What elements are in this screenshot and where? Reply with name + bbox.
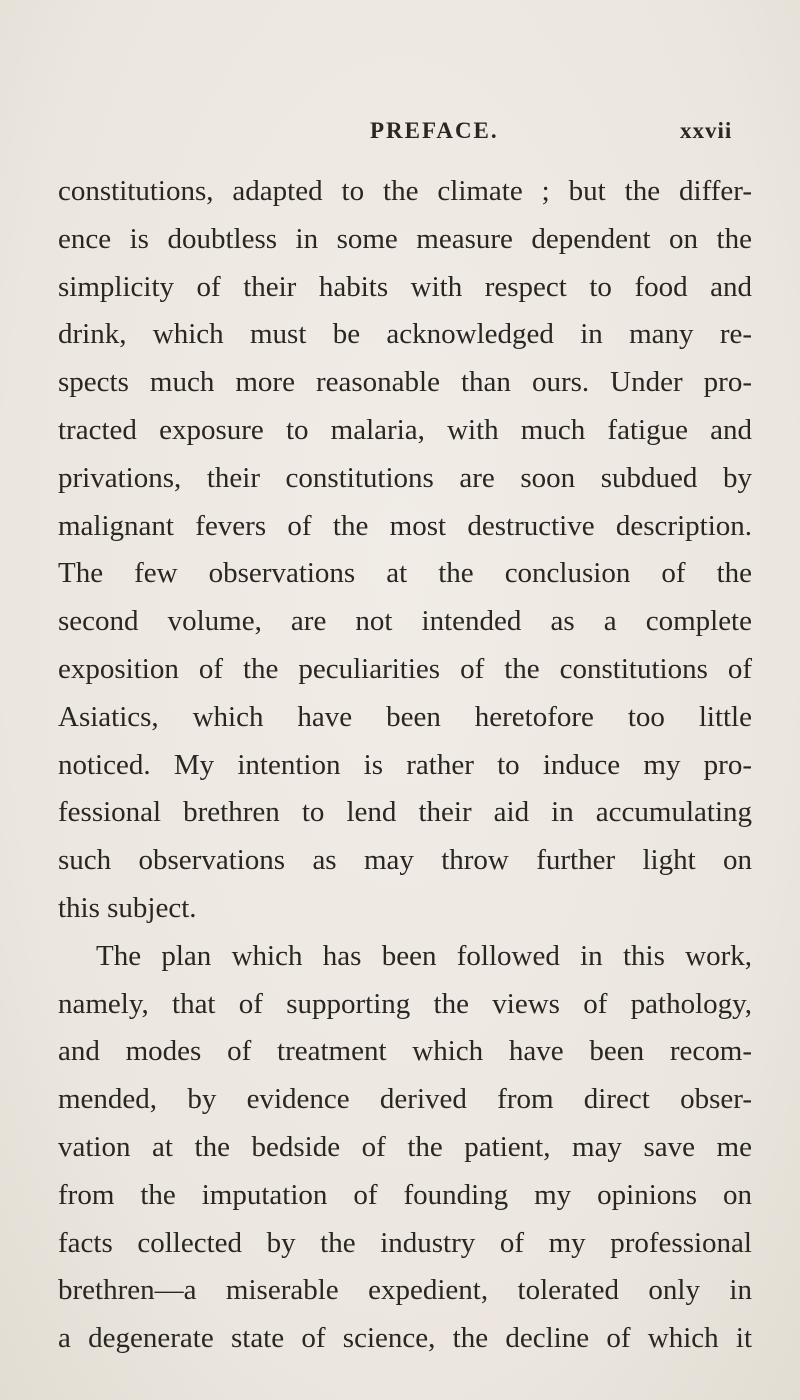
text-line: fessional brethren to lend their aid in accumulating <box>58 796 752 829</box>
text-line: mended, by evidence derived from direct obser- <box>58 1083 752 1116</box>
text-line: this subject. <box>58 891 197 924</box>
text-line: Asiatics, which have been heretofore too little <box>58 700 752 733</box>
text-line: exposition of the peculiarities of the constitutions of <box>58 652 752 685</box>
text-line: privations, their constitutions are soon subdued by <box>58 461 752 494</box>
text-line: a degenerate state of science, the decline of which it <box>58 1322 752 1355</box>
text-line: spects much more reasonable than ours. Under pro- <box>58 366 752 399</box>
text-line: brethren—a miserable expedient, tolerated only in <box>58 1274 752 1307</box>
running-title: PREFACE. <box>370 118 499 143</box>
text-line: drink, which must be acknowledged in many re- <box>58 318 752 351</box>
page-number: xxvii <box>680 118 733 143</box>
text-line: facts collected by the industry of my professional <box>58 1226 752 1259</box>
text-line: tracted exposure to malaria, with much fatigue and <box>58 413 752 446</box>
text-line: The plan which has been followed in this work, <box>96 939 752 972</box>
text-line: ence is doubtless in some measure dependent on the <box>58 222 752 255</box>
text-line: simplicity of their habits with respect to food and <box>58 270 752 303</box>
text-line: namely, that of supporting the views of pathology, <box>58 987 752 1020</box>
text-line: and modes of treatment which have been recom- <box>58 1035 752 1068</box>
text-line: constitutions, adapted to the climate ; but the differ- <box>58 175 752 207</box>
body-text <box>58 168 752 1363</box>
text-line: second volume, are not intended as a complete <box>58 605 752 638</box>
text-line: from the imputation of founding my opinions on <box>58 1178 752 1211</box>
page-header <box>0 118 800 158</box>
text-line: noticed. My intention is rather to induce my pro- <box>58 748 752 781</box>
text-line: The few observations at the conclusion of the <box>58 557 752 590</box>
text-line: such observations as may throw further light on <box>58 844 752 877</box>
text-line: vation at the bedside of the patient, may save me <box>58 1130 752 1163</box>
text-line: malignant fevers of the most destructive description. <box>58 509 752 542</box>
